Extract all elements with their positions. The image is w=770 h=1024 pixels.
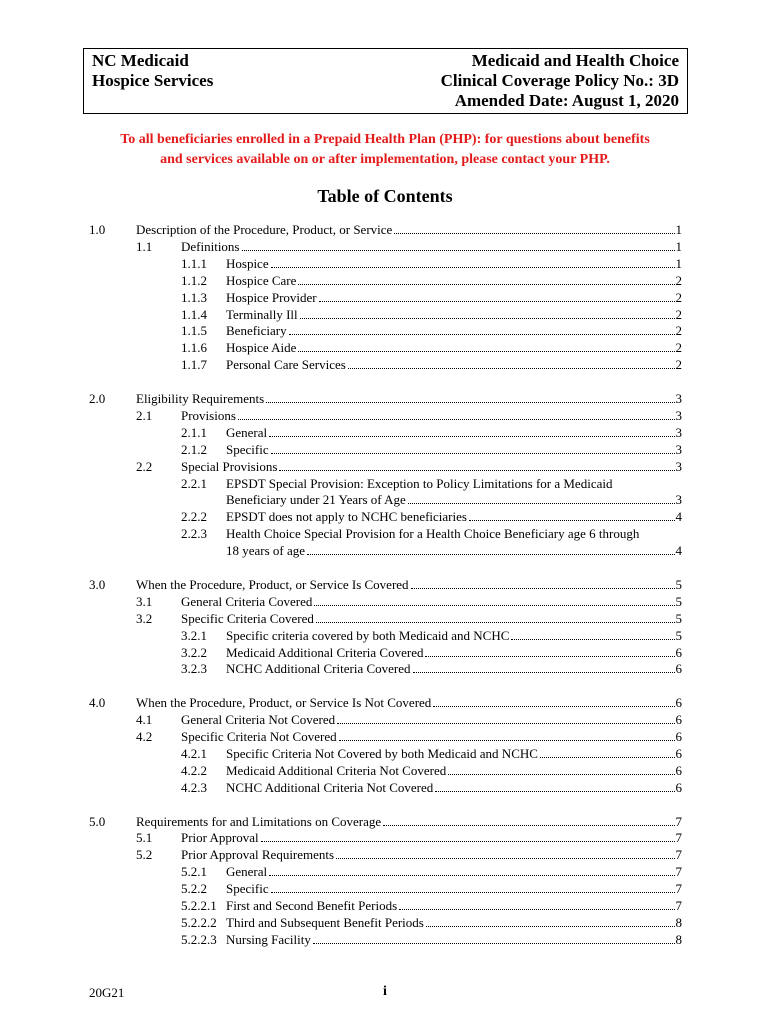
toc-entry[interactable]: [0, 357, 770, 373]
toc-dot-leader: [425, 655, 674, 657]
toc-entry[interactable]: [0, 830, 770, 846]
toc-dot-leader: [394, 232, 674, 234]
toc-entry-page: 6: [675, 745, 682, 761]
toc-entry-number: 3.2.3: [181, 661, 207, 677]
php-notice-line-1: To all beneficiaries enrolled in a Prepaid Health Plan (PHP): for questions about benefits: [120, 132, 650, 147]
toc-dot-leader: [337, 722, 674, 724]
toc-entry-title: When the Procedure, Product, or Service Is Covered: [136, 576, 409, 592]
toc-entry[interactable]: [0, 577, 770, 593]
toc-entry[interactable]: [0, 290, 770, 306]
toc-entry-number: 1.1.4: [181, 306, 207, 322]
toc-entry[interactable]: [0, 340, 770, 356]
toc-entry-page: 6: [675, 661, 682, 677]
toc-entry-number: 2.2: [136, 458, 153, 474]
toc-entry[interactable]: [0, 915, 770, 931]
toc-dot-leader: [426, 925, 675, 927]
toc-entry-number: 1.1.2: [181, 272, 207, 288]
toc-entry[interactable]: [0, 526, 770, 560]
toc-entry-title: Hospice Provider: [226, 289, 317, 305]
toc-entry[interactable]: [0, 408, 770, 424]
toc-entry-page: 8: [675, 914, 682, 930]
toc-dot-leader: [269, 874, 674, 876]
toc-entry-number: 5.2: [136, 847, 153, 863]
toc-entry-number: 3.2.1: [181, 627, 207, 643]
toc-entry[interactable]: [0, 476, 770, 510]
toc-entry[interactable]: [0, 780, 770, 796]
toc-entry-title: Hospice Care: [226, 272, 297, 288]
toc-dot-leader: [319, 300, 675, 302]
toc-dot-leader: [300, 317, 675, 319]
toc-dot-leader: [242, 249, 675, 251]
toc-entry-title: Description of the Procedure, Product, or Service: [136, 222, 393, 237]
toc-dot-leader: [271, 891, 675, 893]
toc-entry-number: 4.2.2: [181, 762, 207, 778]
toc-entry-page: 6: [675, 695, 682, 711]
toc-entry-title: Hospice Aide: [226, 340, 297, 356]
toc-entry-number: 1.1.6: [181, 340, 207, 356]
toc-dot-leader: [289, 333, 675, 335]
toc-entry-title: Nursing Facility: [226, 931, 311, 947]
toc-dot-leader: [314, 604, 674, 606]
toc-entry-page: 6: [675, 762, 682, 778]
toc-entry-page: 7: [675, 881, 682, 897]
toc-entry-title: General Criteria Not Covered: [181, 712, 336, 728]
toc-entry-page: 3: [675, 407, 682, 423]
toc-entry[interactable]: [0, 814, 770, 830]
toc-entry[interactable]: [0, 881, 770, 897]
toc-dot-leader: [298, 350, 674, 352]
toc-entry[interactable]: [0, 645, 770, 661]
php-notice: [60, 130, 710, 170]
toc-dot-leader: [316, 621, 675, 623]
toc-dot-leader: [448, 773, 674, 775]
toc-entry-title: General: [226, 424, 268, 440]
toc-entry[interactable]: [0, 323, 770, 339]
toc-dot-leader: [336, 857, 674, 859]
toc-entry-page: 3: [675, 391, 682, 406]
toc-entry-title: Specific Criteria Not Covered by both Medicaid and NCHC: [226, 745, 538, 761]
toc-entry-number: 2.2.1: [181, 475, 207, 491]
toc-entry-title: Specific criteria covered by both Medicaid and NCHC: [226, 627, 510, 643]
toc-entry[interactable]: [0, 594, 770, 610]
toc-entry-title-line-1: Health Choice Special Provision for a Health Choice Beneficiary age 6 through: [226, 526, 640, 542]
toc-entry-title: Beneficiary under 21 Years of Age: [226, 492, 406, 508]
toc-entry-title: First and Second Benefit Periods: [226, 898, 398, 913]
toc-entry-number: 3.2.2: [181, 644, 207, 660]
toc-entry-page: 4: [675, 509, 682, 525]
toc-dot-leader: [271, 266, 675, 268]
toc-entry-page: 6: [675, 644, 682, 660]
toc-entry[interactable]: [0, 256, 770, 272]
toc-entry-page: 5: [675, 576, 682, 592]
footer-page-number: i: [383, 984, 387, 999]
toc-entry[interactable]: [0, 442, 770, 458]
toc-entry[interactable]: [0, 628, 770, 644]
toc-entry-number: 4.0: [89, 695, 106, 711]
toc-dot-leader: [413, 671, 675, 673]
toc-entry-number: 1.0: [89, 222, 106, 237]
toc-entry-number: 5.2.2.1: [181, 898, 217, 913]
toc-dot-leader: [298, 283, 674, 285]
toc-entry-page: 3: [675, 441, 682, 457]
toc-entry-number: 4.2.3: [181, 779, 207, 795]
toc-entry-page: 3: [675, 492, 682, 508]
toc-entry-page: 7: [675, 898, 682, 913]
toc-entry-title: Provisions: [181, 407, 236, 423]
toc-entry-page: 5: [675, 593, 682, 609]
toc-entry-number: 1.1.5: [181, 323, 207, 339]
toc-entry-page: 7: [675, 830, 682, 846]
toc-entry[interactable]: [0, 712, 770, 728]
toc-entry-number: 4.2.1: [181, 745, 207, 761]
toc-entry-page: 1: [675, 222, 682, 237]
toc-entry[interactable]: [0, 425, 770, 441]
toc-entry-page: 8: [675, 931, 682, 947]
toc-dot-leader: [399, 908, 674, 910]
toc-entry-page: 1: [675, 238, 682, 254]
toc-entry-page: 4: [675, 543, 682, 559]
toc-entry-title: EPSDT does not apply to NCHC beneficiaries: [226, 509, 467, 525]
toc-entry-title: Specific Criteria Not Covered: [181, 729, 337, 744]
policy-header: [83, 48, 688, 114]
toc-dot-leader: [271, 452, 675, 454]
toc-entry-title-line-1: EPSDT Special Provision: Exception to Policy Limitations for a Medicaid: [226, 475, 613, 491]
header-agency: [92, 51, 213, 91]
toc-entry[interactable]: [0, 509, 770, 525]
toc-entry-page: 6: [675, 729, 682, 744]
toc-entry-page: 2: [675, 357, 682, 373]
toc-dot-leader: [279, 469, 674, 471]
toc-entry-page: 2: [675, 340, 682, 356]
toc-entry-number: 2.2.3: [181, 526, 207, 542]
toc-entry-title: Specific: [226, 441, 269, 457]
php-notice-line-2: and services available on or after implementation, please contact your PHP.: [160, 152, 610, 167]
toc-entry-number: 2.1.1: [181, 424, 207, 440]
toc-dot-leader: [307, 553, 674, 555]
toc-dot-leader: [411, 587, 675, 589]
toc-entry-number: 2.1: [136, 407, 153, 423]
toc-entry-number: 5.1: [136, 830, 153, 846]
toc-entry-page: 6: [675, 712, 682, 728]
toc-dot-leader: [511, 638, 674, 640]
toc-entry-title: Specific Criteria Covered: [181, 610, 314, 626]
toc-dot-leader: [261, 840, 675, 842]
toc-entry-title: Medicaid Additional Criteria Covered: [226, 644, 424, 660]
header-agency-name: NC Medicaid: [92, 51, 189, 70]
toc-entry[interactable]: [0, 611, 770, 627]
toc-entry-title: Personal Care Services: [226, 357, 346, 373]
toc-entry-number: 1.1.7: [181, 357, 207, 373]
toc-entry-number: 3.1: [136, 593, 153, 609]
toc-entry-title: Hospice: [226, 255, 269, 271]
toc-entry-title: Requirements for and Limitations on Coverage: [136, 813, 382, 829]
toc-entry-title: NCHC Additional Criteria Not Covered: [226, 779, 434, 795]
header-policy-number: Clinical Coverage Policy No.: 3D: [440, 71, 679, 90]
toc-entry-title: Third and Subsequent Benefit Periods: [226, 914, 424, 930]
toc-entry-number: 5.2.2.2: [181, 914, 217, 930]
toc-dot-leader: [313, 942, 675, 944]
toc-entry-number: 2.1.2: [181, 441, 207, 457]
toc-title: Table of Contents: [317, 186, 453, 206]
toc-entry-page: 7: [675, 864, 682, 880]
toc-entry-title: General: [226, 864, 268, 880]
toc-entry-page: 2: [675, 323, 682, 339]
header-service-name: Hospice Services: [92, 71, 214, 90]
toc-entry[interactable]: [0, 695, 770, 711]
toc-entry-title: Definitions: [181, 238, 240, 254]
toc-entry-page: 3: [675, 458, 682, 474]
toc-entry-page: 2: [675, 289, 682, 305]
toc-entry-number: 5.2.2.3: [181, 931, 217, 947]
toc-entry[interactable]: [0, 932, 770, 948]
toc-dot-leader: [339, 739, 675, 741]
toc-entry-page: 3: [675, 424, 682, 440]
toc-entry[interactable]: [0, 864, 770, 880]
toc-dot-leader: [540, 756, 675, 758]
toc-entry-page: 2: [675, 306, 682, 322]
toc-dot-leader: [469, 519, 675, 521]
toc-entry-title: Terminally Ill: [226, 306, 298, 322]
toc-dot-leader: [238, 418, 675, 420]
toc-entry-number: 5.2.1: [181, 864, 207, 880]
toc-entry-page: 7: [675, 813, 682, 829]
toc-entry-number: 5.0: [89, 813, 106, 829]
toc-entry-title: General Criteria Covered: [181, 593, 313, 609]
toc-entry-title: Beneficiary: [226, 323, 287, 339]
toc-entry-page: 1: [675, 255, 682, 271]
toc-entry-title: Special Provisions: [181, 458, 278, 474]
toc-entry[interactable]: [0, 847, 770, 863]
toc-entry-title: When the Procedure, Product, or Service Is Not Covered: [136, 695, 432, 711]
toc-dot-leader: [348, 367, 675, 369]
toc-entry-number: 5.2.2: [181, 881, 207, 897]
toc-entry[interactable]: [0, 239, 770, 255]
toc-entry[interactable]: [0, 222, 770, 238]
toc-entry-number: 2.0: [89, 391, 106, 406]
toc-entry[interactable]: [0, 661, 770, 677]
toc-entry-title: Specific: [226, 881, 269, 897]
toc-entry[interactable]: [0, 273, 770, 289]
toc-entry-number: 4.2: [136, 729, 153, 744]
toc-dot-leader: [383, 824, 674, 826]
toc-entry-number: 1.1.3: [181, 289, 207, 305]
toc-entry-page: 5: [675, 627, 682, 643]
toc-entry-page: 5: [675, 610, 682, 626]
toc-entry-title: Prior Approval: [181, 830, 259, 846]
toc-entry-title: NCHC Additional Criteria Covered: [226, 661, 411, 677]
toc-entry[interactable]: [0, 898, 770, 914]
toc-entry-title: 18 years of age: [226, 543, 306, 559]
toc-dot-leader: [269, 435, 674, 437]
toc-entry[interactable]: [0, 307, 770, 323]
footer-code: 20G21: [89, 985, 125, 1000]
toc-entry-title: Prior Approval Requirements: [181, 847, 335, 863]
toc-dot-leader: [408, 502, 675, 504]
toc-entry-number: 3.0: [89, 576, 106, 592]
toc-entry-number: 2.2.2: [181, 509, 207, 525]
toc-entry-page: 2: [675, 272, 682, 288]
toc-entry-title: Medicaid Additional Criteria Not Covered: [226, 762, 447, 778]
toc-entry[interactable]: [0, 391, 770, 407]
toc-entry-page: 6: [675, 779, 682, 795]
toc-entry[interactable]: [0, 746, 770, 762]
toc-entry[interactable]: [0, 763, 770, 779]
toc-dot-leader: [433, 705, 674, 707]
toc-dot-leader: [435, 790, 674, 792]
toc-entry-number: 4.1: [136, 712, 153, 728]
toc-entry-number: 1.1: [136, 238, 153, 254]
header-policy-info: [441, 51, 679, 111]
toc-entry-number: 1.1.1: [181, 255, 207, 271]
toc-entry-number: 3.2: [136, 610, 153, 626]
header-program: Medicaid and Health Choice: [471, 51, 679, 70]
toc-entry[interactable]: [0, 459, 770, 475]
toc-dot-leader: [266, 401, 674, 403]
toc-entry-title: Eligibility Requirements: [136, 391, 265, 406]
toc-entry-page: 7: [675, 847, 682, 863]
header-amended-date: Amended Date: August 1, 2020: [454, 91, 679, 110]
toc-entry[interactable]: [0, 729, 770, 745]
